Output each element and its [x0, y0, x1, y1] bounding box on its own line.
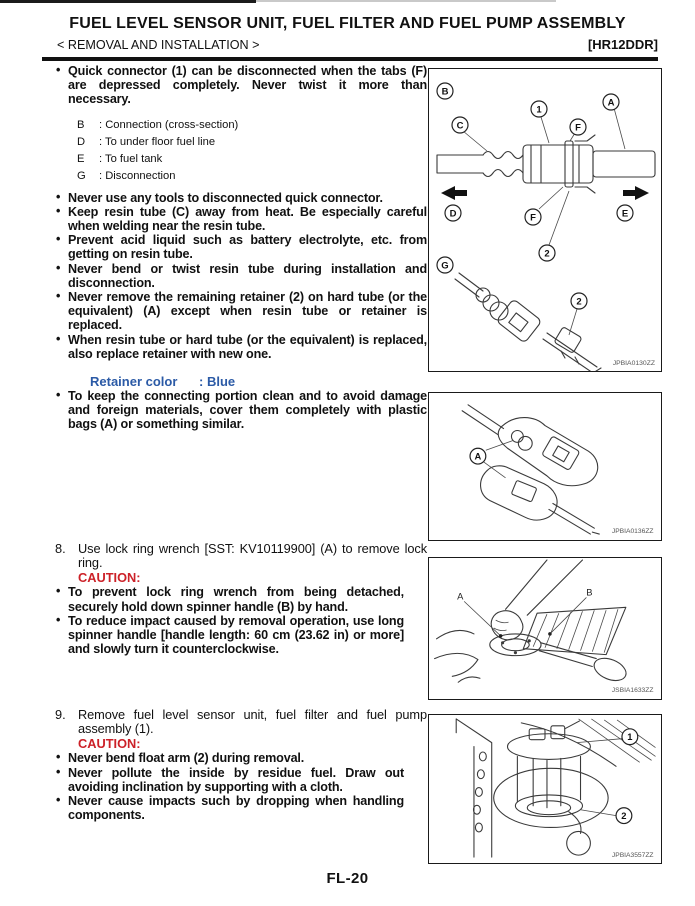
plastic-bag-illustration — [429, 393, 661, 540]
caution-list — [55, 585, 404, 656]
section-label: < REMOVAL AND INSTALLATION > — [57, 38, 260, 52]
figure-code: JPBIA0130ZZ — [612, 360, 655, 367]
spec-value: : Blue — [199, 374, 236, 390]
scan-artifact-light — [256, 0, 556, 2]
callout-F-upper — [570, 119, 586, 135]
callout-D — [445, 205, 461, 221]
callout-legend — [77, 117, 427, 185]
legend-key: D — [77, 135, 86, 148]
svg-text:1: 1 — [627, 732, 633, 743]
svg-text:B: B — [441, 86, 449, 98]
callout-A — [603, 94, 619, 110]
svg-text:F: F — [530, 212, 536, 224]
label-A: A — [457, 591, 464, 602]
callout-A — [470, 448, 486, 464]
callout-G — [437, 257, 453, 273]
svg-text:2: 2 — [621, 811, 627, 822]
legend-key: B — [77, 118, 85, 131]
step-text: Remove fuel level sensor unit, fuel filter and fuel pump assembly (1). — [78, 707, 427, 737]
page-number: FL-20 — [326, 870, 369, 887]
callout-F-lower — [525, 209, 541, 225]
note-bullet: • Never use any tools to disconnected quick connector. — [55, 191, 427, 205]
legend-desc: : Disconnection — [99, 169, 176, 182]
legend-row — [77, 117, 427, 134]
note-bullet: • Quick connector (1) can be disconnected when the tabs (F) are depressed completely. Never twist it more than necessary. — [55, 64, 427, 107]
legend-desc: : Connection (cross-section) — [99, 118, 239, 131]
step-text: Use lock ring wrench [SST: KV10119900] (A) to remove lock ring. — [78, 541, 427, 571]
callout-B — [437, 83, 453, 99]
svg-text:A: A — [474, 451, 482, 462]
figure-plastic-bags — [428, 392, 662, 541]
figure-quick-connector — [428, 68, 662, 372]
lock-ring-wrench-illustration — [429, 558, 661, 699]
legend-desc: : To under floor fuel line — [99, 135, 216, 148]
step-number: 8. — [55, 541, 66, 556]
callout-1 — [622, 729, 638, 745]
svg-text:2: 2 — [544, 248, 550, 260]
label-B: B — [586, 587, 593, 598]
figure-code: JPBIA0136ZZ — [611, 528, 654, 536]
svg-text:C: C — [456, 120, 464, 132]
callout-2-lower — [571, 293, 587, 309]
page-title: FUEL LEVEL SENSOR UNIT, FUEL FILTER AND FUEL PUMP ASSEMBLY — [69, 15, 626, 32]
figure-lock-ring-wrench — [428, 557, 662, 700]
svg-text:F: F — [575, 122, 581, 134]
svg-text:1: 1 — [536, 104, 542, 116]
spec-label: Retainer color — [90, 374, 178, 390]
figure-code: JPBIA3557ZZ — [611, 852, 654, 860]
retainer-color-spec — [90, 374, 427, 389]
legend-row — [77, 151, 427, 168]
caution-label: CAUTION: — [78, 736, 141, 752]
note-bullet: • When resin tube or hard tube (or the equivalent) is replaced, also replace retainer with new one. — [55, 333, 427, 361]
caution-list — [55, 751, 404, 822]
callout-C — [452, 117, 468, 133]
arrow-left-icon — [441, 186, 467, 200]
svg-text:2: 2 — [576, 296, 582, 308]
quick-connector-illustration — [429, 69, 661, 371]
callout-2 — [616, 808, 632, 824]
caution-item: • Never bend float arm (2) during removal. — [55, 751, 404, 765]
handling-notes — [55, 191, 427, 361]
note-bullet: • Keep resin tube (C) away from heat. Be especially careful when welding near the resin tube. — [55, 205, 427, 233]
legend-row — [77, 168, 427, 185]
svg-text:E: E — [621, 208, 629, 220]
figure-pump-assembly — [428, 714, 662, 864]
step-8 — [55, 542, 427, 656]
legend-key: E — [77, 152, 85, 165]
legend-row — [77, 134, 427, 151]
header-rule — [42, 57, 658, 61]
caution-item: • Never pollute the inside by residue fuel. Draw out avoiding inclination by supporting with a cloth. — [55, 766, 404, 794]
callout-2-upper — [539, 245, 555, 261]
note-bullet: • Prevent acid liquid such as battery electrolyte, etc. from getting on resin tube. — [55, 233, 427, 261]
caution-item: • To reduce impact caused by removal operation, use long spinner handle [handle length: 60 cm (23.62 in) or more] and slowly turn it counterclockwise. — [55, 614, 404, 657]
step-9 — [55, 708, 427, 822]
engine-code-badge: [HR12DDR] — [587, 37, 658, 52]
callout-E — [617, 205, 633, 221]
legend-key: G — [77, 169, 86, 182]
svg-text:D: D — [449, 208, 457, 220]
note-bullet: • Never bend or twist resin tube during installation and disconnection. — [55, 262, 427, 290]
caution-item: • To prevent lock ring wrench from being detached, securely hold down spinner handle (B) by hand. — [55, 585, 404, 613]
svg-text:A: A — [607, 97, 615, 109]
figure-code: JSBIA1633ZZ — [611, 687, 654, 695]
caution-item: • Never cause impacts such by dropping when handling components. — [55, 794, 404, 822]
arrow-right-icon — [623, 186, 649, 200]
svg-text:G: G — [441, 260, 449, 272]
caution-label: CAUTION: — [78, 570, 141, 586]
quick-connector-notes — [55, 64, 427, 432]
note-bullet: • Never remove the remaining retainer (2) on hard tube (or the equivalent) (A) except when resin tube or retainer is replaced. — [55, 290, 427, 333]
legend-desc: : To fuel tank — [99, 152, 163, 165]
note-bullet: • To keep the connecting portion clean and to avoid damage and foreign materials, cover them completely with plastic bags (A) or something similar. — [55, 389, 427, 432]
step-number: 9. — [55, 707, 66, 722]
scan-artifact-dark — [0, 0, 256, 3]
callout-1 — [531, 101, 547, 117]
pump-assembly-illustration — [429, 715, 661, 863]
